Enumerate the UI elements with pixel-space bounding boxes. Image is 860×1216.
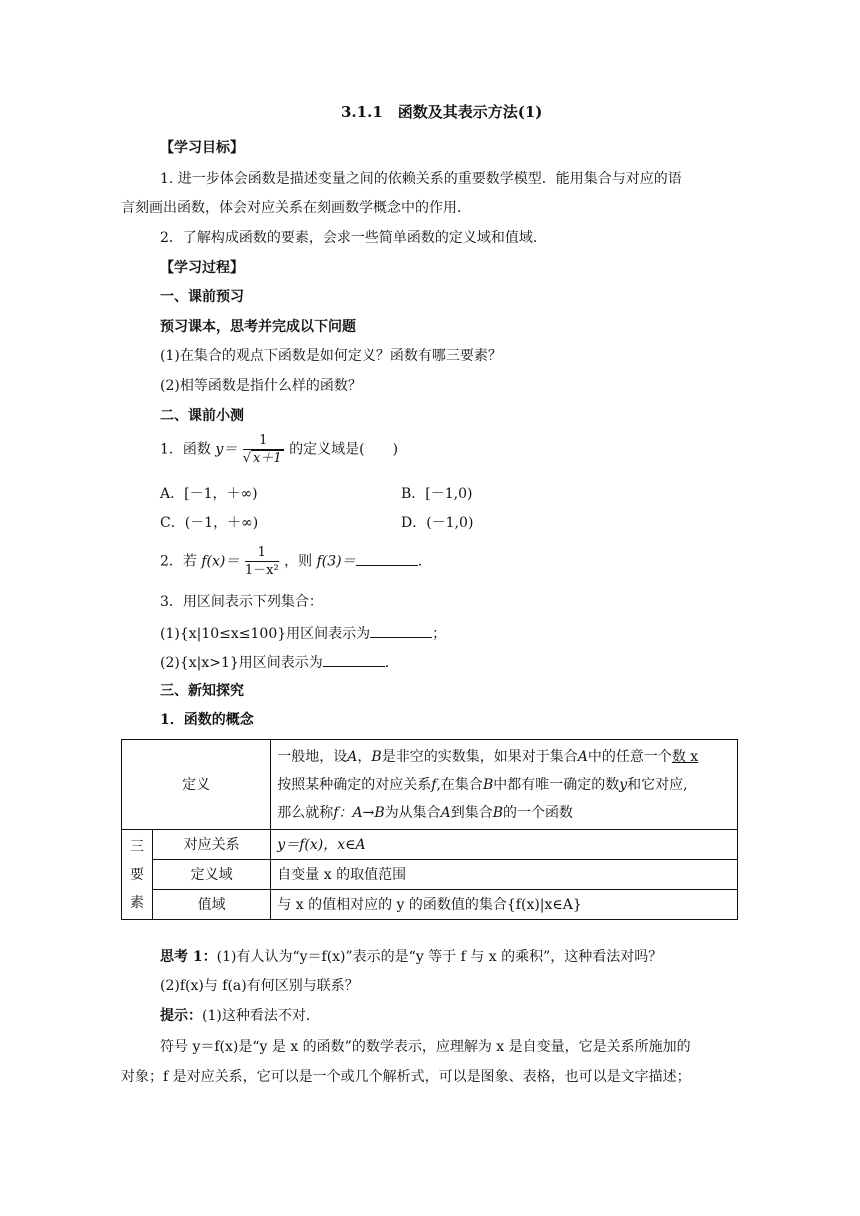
paragraph-line-2: 对象；f 是对应关系，它可以是一个或几个解析式，可以是图象、表格，也可以是文字描述； (121, 1069, 691, 1085)
preview-question-2: (2)相等函数是指什么样的函数？ (160, 378, 362, 394)
row-value: 与 x 的值相对应的 y 的函数值的集合{f(x)|x∈A} (271, 890, 738, 920)
row-label: 对应关系 (153, 830, 271, 860)
test1-denominator: √ x＋1 (242, 451, 282, 466)
paragraph-line-1: 符号 y＝f(x)是“y 是 x 的函数”的数学表示，应理解为 x 是自变量，它是关系所施加的 (160, 1039, 691, 1055)
test2-fx: f(x)＝ (201, 553, 240, 570)
test2-numerator: 1 (245, 546, 279, 562)
test-question-1 (160, 434, 398, 465)
section-heading-explore: 三、新知探究 (160, 683, 244, 699)
option-b: B．[－1,0) (401, 486, 473, 502)
concept-title: 1．函数的概念 (160, 712, 254, 728)
definition-line-1: 一般地，设A，B是非空的实数集，如果对于集合A中的任意一个数 x (277, 748, 699, 765)
test1-expr: y＝ (215, 441, 238, 458)
test1-den-expr: x＋1 (253, 451, 282, 466)
test2-prefix: 2．若 (160, 553, 197, 570)
three-elements-label: 三 要 素 (122, 830, 153, 920)
test1-prefix: 1．函数 (160, 441, 211, 458)
row-label: 定义域 (153, 860, 271, 890)
table-row (122, 890, 738, 920)
row-value: 自变量 x 的取值范围 (271, 860, 738, 890)
think-1-question-1: 思考 1：(1)有人认为“y＝f(x)”表示的是“y 等于 f 与 x 的乘积”，这种看法对吗？ (160, 949, 663, 965)
row-label: 值域 (153, 890, 271, 920)
option-a: A．[－1，＋∞) (160, 486, 258, 502)
answer-blank (370, 625, 432, 638)
definition-line-2: 按照某种确定的对应关系f,在集合B中都有唯一确定的数y和它对应, (277, 776, 688, 793)
test3-2-text: (2){x|x>1}用区间表示为 (160, 655, 323, 671)
section-heading-preview: 一、课前预习 (160, 289, 244, 305)
table-row (122, 830, 738, 860)
test2-denominator: 1－x² (244, 563, 279, 578)
test3-1-end: ； (432, 626, 447, 642)
option-c: C．(－1，＋∞) (160, 515, 259, 531)
process-header: 【学习过程】 (160, 260, 244, 276)
test3-1-text: (1){x|10≤x≤100}用区间表示为 (160, 626, 371, 642)
test1-suffix: 的定义域是( ) (289, 441, 399, 458)
table-row-definition (122, 740, 738, 830)
goal2: 2．了解构成函数的要素，会求一些简单函数的定义域和值域． (160, 230, 547, 246)
test1-numerator: 1 (243, 434, 284, 450)
option-d: D．(－1,0) (401, 515, 474, 531)
test-question-2 (160, 546, 422, 577)
think-1-question-2: (2)f(x)与 f(a)有何区别与联系？ (160, 978, 359, 994)
goal1-line2: 言刻画出函数，体会对应关系在刻画数学概念中的作用． (121, 200, 471, 216)
test2-f3: f(3)＝ (316, 553, 356, 570)
test-question-3-2 (160, 654, 389, 670)
preview-question-1: (1)在集合的观点下函数是如何定义？函数有哪三要素？ (160, 348, 502, 364)
think-label: 思考 1： (160, 949, 217, 965)
answer-blank (323, 654, 385, 667)
definition-text (271, 740, 738, 830)
function-concept-table (121, 739, 738, 920)
definition-line-3: 那么就称f：A→B为从集合A到集合B的一个函数 (277, 804, 574, 821)
test-question-3: 3．用区间表示下列集合： (160, 594, 323, 610)
test3-2-end: . (384, 655, 390, 671)
test-question-3-1 (160, 625, 446, 641)
hint-label: 提示： (160, 1008, 202, 1024)
doc-title: 3.1.1 函数及其表示方法(1) (341, 103, 543, 121)
test2-end: . (417, 553, 423, 570)
definition-label: 定义 (122, 740, 271, 830)
goals-header: 【学习目标】 (160, 140, 244, 156)
row-value: y＝f(x)，x∈A (271, 830, 738, 860)
goal1-line1: 1. 进一步体会函数是描述变量之间的依赖关系的重要数学模型．能用集合与对应的语 (160, 171, 682, 187)
test2-suffix: ，则 (284, 553, 313, 570)
preview-instruction: 预习课本，思考并完成以下问题 (160, 319, 356, 335)
test1-fraction (243, 434, 284, 465)
section-heading-test: 二、课前小测 (160, 408, 244, 424)
test2-fraction (245, 546, 279, 577)
table-row (122, 860, 738, 890)
answer-blank (356, 553, 418, 566)
hint-1: 提示：(1)这种看法不对． (160, 1008, 320, 1024)
